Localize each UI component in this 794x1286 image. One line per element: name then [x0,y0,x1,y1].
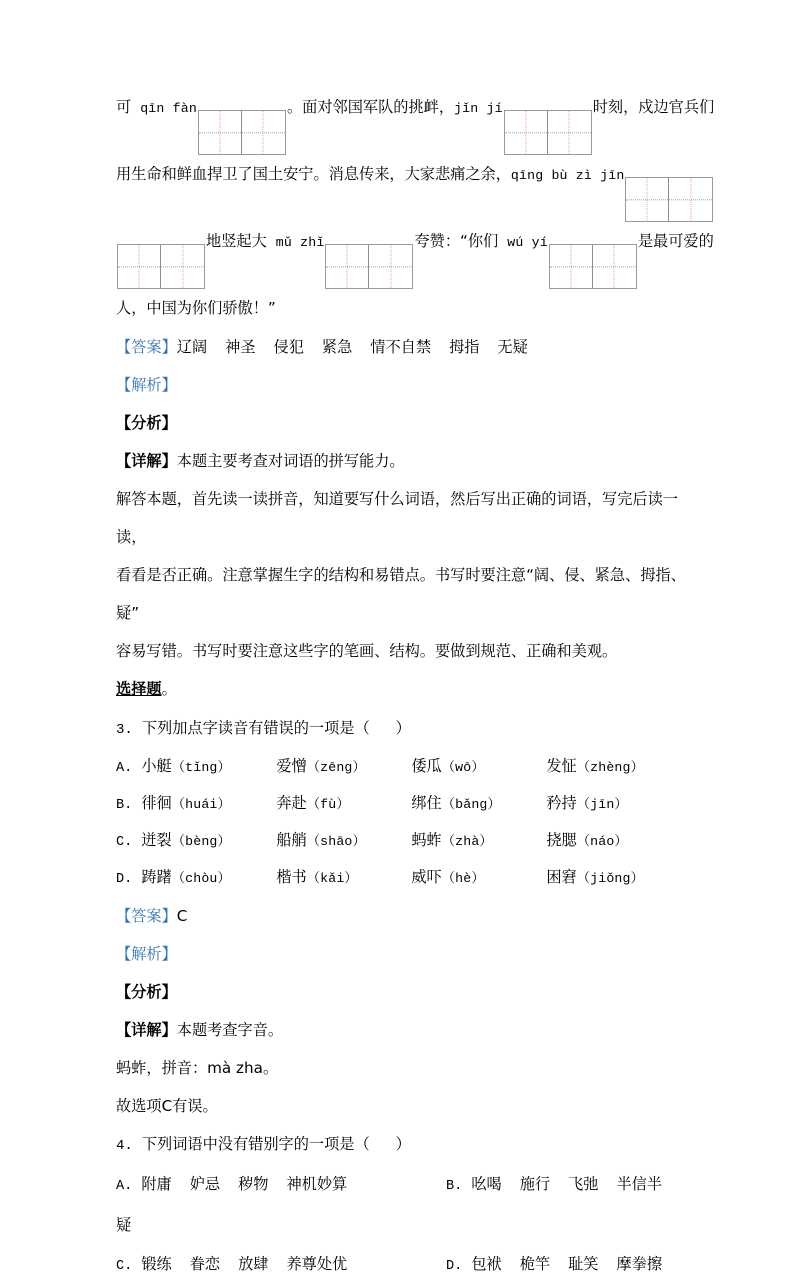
option-word: 放肆 [238,1255,269,1273]
option-word: 迸裂 [141,831,172,849]
pinyin-qin-fan: qīn fàn [140,101,197,116]
option-letter: A. [116,1179,133,1194]
option-pinyin: （bèng） [171,834,231,849]
passage-line-2 [116,155,691,222]
question-4-stem [116,1125,691,1165]
block1-analysis-row [116,366,691,404]
grid-cell [550,245,593,288]
pinyin-mu-zhi: mǔ zhǐ [275,235,325,250]
question-4-row-cd[interactable] [116,1245,691,1286]
analysis-tag: 【解析】 [116,376,177,394]
option-letter: A. [116,761,133,776]
grid-cell [118,245,161,288]
option-word: 秽物 [238,1175,269,1193]
option-word: 蚂蚱 [411,831,442,849]
block1-body-line-1: 解答本题，首先读一读拼音，知道要写什么词语，然后写出正确的词语，写完后读一读， [116,490,678,546]
option-item [276,786,411,822]
grid-cell [326,245,369,288]
answer-tag: 【答案】 [116,907,177,925]
answer-item: 紧急 [321,338,353,356]
answer-grid-box[interactable] [504,110,592,155]
grid-cell [242,111,285,154]
option-word: 耻笑 [568,1255,599,1273]
passage-line1-tail: 时刻，戍边官兵们 [592,98,715,116]
passage-line3-cn2: 夸赞：“你们 [414,232,499,250]
option-item [411,786,546,822]
option-letter: C. [116,835,133,850]
answer-item: 拇指 [449,338,480,356]
passage-line3-cn3: 是最可爱的 [637,232,714,250]
option-pinyin: （zēng） [306,760,366,775]
section-heading: 选择题 [116,680,162,698]
passage-line4-text: 人，中国为你们骄傲！” [116,299,276,317]
option-word: 挠腮 [546,831,577,849]
option-letter: D. [446,1259,463,1274]
option-pinyin: （zhà） [441,834,493,849]
option-word: 奔赴 [276,794,307,812]
option-pinyin: （wō） [441,760,485,775]
option-word: 附庸 [141,1175,172,1193]
passage-line-3 [116,222,714,289]
option-letter: B. [446,1179,463,1194]
option-pinyin: （jīn） [576,797,628,812]
option-word: 飞弛 [568,1175,599,1193]
answer-grid-box[interactable] [625,177,713,222]
pinyin-jin-ji: jǐn jí [454,101,503,116]
option-item [141,860,276,896]
block1-body-line-3: 容易写错。书写时要注意这些字的笔画、结构。要做到规范、正确和美观。 [116,642,618,660]
option-item [141,749,276,785]
option-word: 徘徊 [141,794,172,812]
passage-line3-cn1: 地竖起大 [206,232,267,250]
question-3-stem-text: 下列加点字读音有错误的一项是（ [141,719,370,737]
option-word: 矜持 [546,794,577,812]
answer-item: 情不自禁 [370,338,431,356]
question-3-number: 3. [116,722,133,738]
option-word: 锻练 [141,1255,172,1273]
option-item [546,860,681,896]
xiangjie-tag: 【详解】 [116,452,177,470]
question-3-stem-close: ） [395,719,411,737]
answer-value: C [176,907,188,925]
grid-cell [161,245,204,288]
option-item [411,749,546,785]
option-pinyin: （shāo） [306,834,366,849]
option-item [141,786,276,822]
passage-line-4 [116,289,691,328]
answer-tag: 【答案】 [116,338,177,356]
option-item [141,823,276,859]
option-word: 踌躇 [141,868,172,886]
option-word: 楷书 [276,868,307,886]
option-pinyin: （chòu） [171,871,231,886]
option-item [546,823,681,859]
option-word: 困窘 [546,868,577,886]
option-pinyin: （jiǒng） [576,871,645,886]
block1-fenxi-row [116,404,691,442]
option-item [276,823,411,859]
grid-cell [505,111,548,154]
block1-answer-row [116,328,691,366]
grid-cell [669,178,712,221]
option-word: 养尊处优 [286,1255,348,1273]
option-word: 小艇 [141,757,172,775]
question-3-analysis-row [116,935,691,973]
question-4-stem-close: ） [395,1135,411,1153]
answer-grid-box[interactable] [198,110,286,155]
passage-line-1 [116,88,715,155]
option-word: 桅竿 [519,1255,551,1273]
option-letter: D. [116,872,133,887]
option-word-wrap: 疑 [116,1216,132,1234]
question-3-body-line-2: 故选项C有误。 [116,1097,218,1115]
block1-xiangjie-row [116,442,691,480]
question-4-option-d[interactable] [446,1245,662,1286]
grid-cell [593,245,636,288]
answer-grid-box[interactable] [117,244,205,289]
option-word: 绑住 [411,794,442,812]
question-4-row-ab[interactable] [116,1165,691,1206]
option-letter: C. [116,1259,133,1274]
question-4-number: 4. [116,1138,133,1154]
pinyin-wu-yi: wú yí [507,235,548,250]
option-word: 神机妙算 [286,1175,348,1193]
block1-body-line-2: 看看是否正确。注意掌握生字的结构和易错点。书写时要注意“阔、侵、紧急、拇指、疑” [116,566,686,622]
option-word: 船艄 [276,831,307,849]
question-3-xiangjie-row [116,1011,691,1049]
grid-cell [548,111,591,154]
fenxi-tag: 【分析】 [116,414,177,432]
option-word: 吆喝 [471,1175,502,1193]
option-item [546,786,681,822]
question-3-fenxi-row [116,973,691,1011]
option-item [411,860,546,896]
option-word: 半信半 [616,1175,663,1193]
option-pinyin: （kǎi） [306,871,358,886]
question-3-body-line-1: 蚂蚱，拼音：mà zha。 [116,1059,279,1077]
option-pinyin: （hè） [441,871,485,886]
question-4-option-c[interactable] [116,1245,446,1286]
answer-item: 辽阔 [176,338,208,356]
xiangjie-tag: 【详解】 [116,1021,177,1039]
option-pinyin: （zhèng） [576,760,645,775]
option-word: 妒忌 [189,1175,221,1193]
answer-grid-box[interactable] [549,244,637,289]
xiangjie-text: 本题考查字音。 [176,1021,284,1039]
passage-line2-lead: 用生命和鲜血捍卫了国土安宁。消息传来，大家悲痛之余， [116,165,511,183]
question-3-stem [116,709,691,749]
xiangjie-text: 本题主要考查对词语的拼写能力。 [176,452,405,470]
question-3-answer-row [116,897,691,935]
question-3-option-d[interactable] [116,860,691,897]
option-item [411,823,546,859]
section-heading-row [116,670,691,709]
option-word: 倭瓜 [411,757,442,775]
section-heading-period: 。 [161,680,177,698]
analysis-tag: 【解析】 [116,945,177,963]
option-pinyin: （náo） [576,834,628,849]
option-item [546,749,681,785]
fenxi-tag: 【分析】 [116,983,177,1001]
option-item [276,860,411,896]
question-4-option-a[interactable] [116,1165,446,1206]
question-3-option-b[interactable] [116,786,691,823]
option-word: 眷恋 [189,1255,221,1273]
option-word: 威吓 [411,868,442,886]
answer-item: 侵犯 [273,338,304,356]
option-pinyin: （fù） [306,797,350,812]
option-pinyin: （tǐng） [171,760,231,775]
option-word: 包袱 [471,1255,502,1273]
option-word: 施行 [519,1175,551,1193]
option-letter: B. [116,798,133,813]
option-word: 摩拳擦 [616,1255,663,1273]
answer-grid-box[interactable] [325,244,413,289]
option-item [276,749,411,785]
grid-cell [199,111,242,154]
passage-line1-lead: 可 [116,98,132,116]
answer-item: 神圣 [225,338,256,356]
passage-line1-mid: 。面对邻国军队的挑衅， [286,98,455,116]
option-pinyin: （bǎng） [441,797,501,812]
pinyin-qing-bu-zi-jin: qīng bù zì jīn [510,168,625,183]
option-word: 发怔 [546,757,577,775]
option-word: 爱憎 [276,757,307,775]
grid-cell [369,245,412,288]
question-3-option-c[interactable] [116,823,691,860]
option-pinyin: （huái） [171,797,231,812]
question-3-option-a[interactable] [116,749,691,786]
answer-item: 无疑 [497,338,528,356]
question-4-option-b[interactable] [446,1165,662,1206]
question-4-row-b-wrap [116,1206,691,1245]
grid-cell [626,178,669,221]
question-4-stem-text: 下列词语中没有错别字的一项是（ [141,1135,370,1153]
